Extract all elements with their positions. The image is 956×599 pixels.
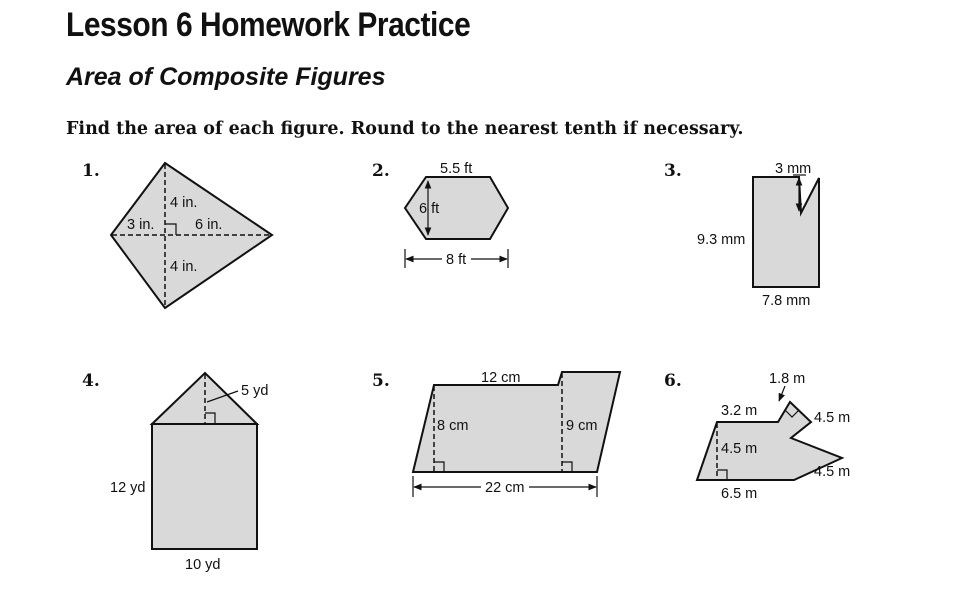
label-corner: 1.8 m	[769, 371, 806, 387]
instructions: Find the area of each figure. Round to the nearest tenth if necessary.	[66, 119, 744, 139]
corner-leader	[779, 386, 785, 401]
problem-number: 6.	[664, 371, 682, 391]
problem-number: 2.	[372, 161, 390, 181]
label-bottom: 4 in.	[170, 259, 198, 275]
label-top: 5.5 ft	[440, 161, 473, 177]
problem-2	[372, 161, 508, 268]
problem-number: 4.	[82, 371, 100, 391]
label-notch: 3 mm	[775, 161, 812, 177]
problem-1	[82, 161, 272, 308]
problem-3	[664, 161, 819, 309]
label-height: 12 yd	[110, 480, 146, 496]
kite-shape	[111, 163, 272, 308]
problem-number: 1.	[82, 161, 100, 181]
page-subtitle: Area of Composite Figures	[66, 63, 386, 91]
rectangle-shape	[152, 424, 257, 549]
label-top: 4 in.	[170, 195, 198, 211]
label-right: 6 in.	[195, 217, 223, 233]
label-base: 22 cm	[485, 480, 525, 496]
notched-rectangle-shape	[753, 177, 819, 287]
problem-number: 3.	[664, 161, 682, 181]
label-lower-right: 4.5 m	[814, 464, 851, 480]
label-right-height: 9 cm	[566, 418, 598, 434]
problem-4	[82, 371, 268, 573]
label-left: 3 in.	[127, 217, 155, 233]
label-left-height: 8 cm	[437, 418, 469, 434]
label-height: 9.3 mm	[697, 232, 746, 248]
label-width: 10 yd	[185, 557, 221, 573]
label-height: 6 ft	[419, 201, 440, 217]
label-triangle-height: 5 yd	[241, 383, 269, 399]
label-width: 8 ft	[446, 252, 467, 268]
problem-5	[372, 370, 620, 497]
label-width: 7.8 mm	[762, 293, 811, 309]
label-base: 6.5 m	[721, 486, 758, 502]
label-top: 12 cm	[481, 370, 521, 386]
problem-number: 5.	[372, 371, 390, 391]
problem-6	[664, 371, 850, 502]
label-height: 4.5 m	[721, 441, 758, 457]
label-upper-right: 4.5 m	[814, 410, 851, 426]
label-top: 3.2 m	[721, 403, 758, 419]
page-title: Lesson 6 Homework Practice	[66, 6, 471, 44]
